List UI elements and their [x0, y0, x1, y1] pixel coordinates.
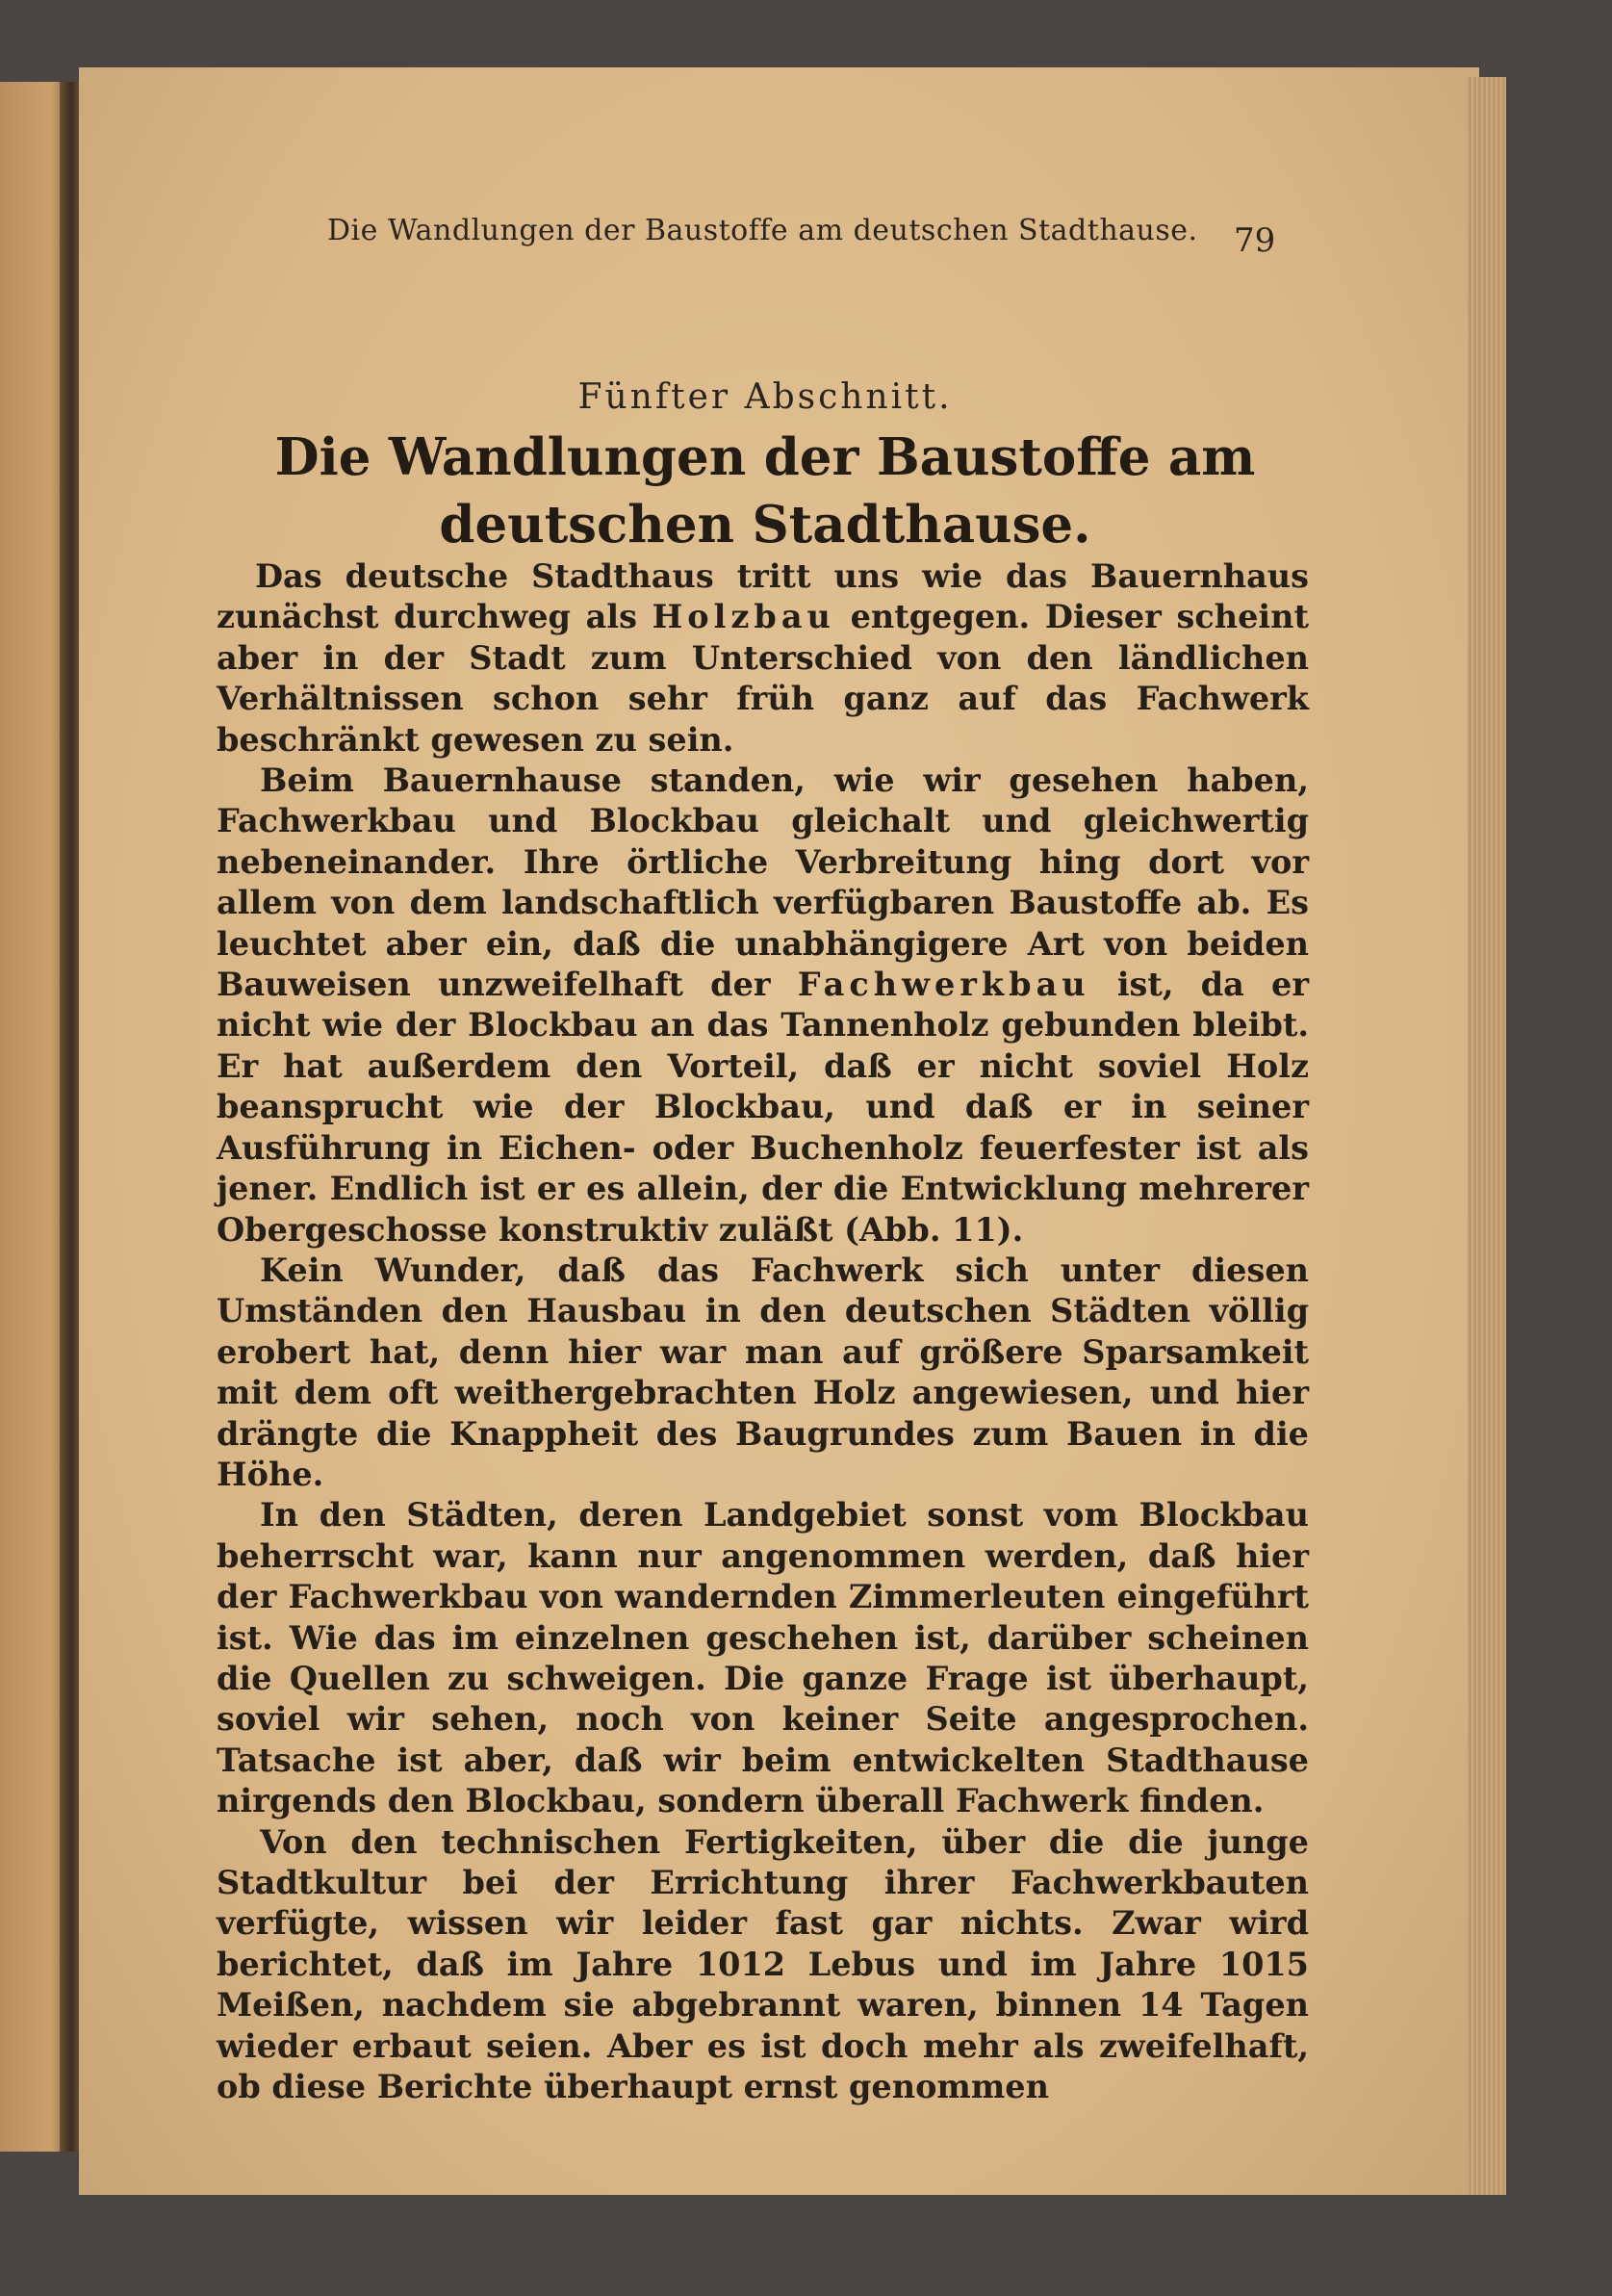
page-number: 79 — [1234, 221, 1276, 260]
emphasis: Holzbau — [652, 598, 835, 636]
paragraph: Kein Wunder, daß das Fachwerk sich unter diesen Umständen den Hausbau in den deutschen Städten völlig erobert hat, denn hier war man auf größere Sparsamkeit mit dem oft weithergebrachten Holz angewiesen, und hier drängte die Knappheit des Baugrundes zum Bauen in die Höhe. — [217, 1251, 1309, 1493]
paragraph: In den Städten, deren Landgebiet sonst vom Blockbau beherrscht war, kann nur angenommen werden, daß hier der Fachwerkbau von wandernden Zimmerleuten eingeführt ist. Wie das im einzelnen geschehen ist, darüber scheinen die Quellen zu schweigen. Die ganze Frage ist überhaupt, soviel wir sehen, noch von keiner Seite angesprochen. Tatsache ist aber, daß wir beim entwickelten Stadthause nirgends den Blockbau, sondern überall Fachwerk finden. — [217, 1496, 1309, 1820]
running-head: Die Wandlungen der Baustoffe am deutschen Stadthause. — [327, 214, 1198, 247]
section-label: Fünfter Abschnitt. — [577, 377, 953, 417]
emphasis: Fachwerkbau — [797, 966, 1090, 1004]
page-stack-edge — [1468, 77, 1506, 2195]
paragraph: Das deutsche Stadthaus tritt uns wie das Bauernhaus zunächst durchweg als Holzbau entgegen. Dieser scheint aber in der Stadt zum Unterschied von den ländlichen Verhältnissen schon sehr früh ganz auf das Fachwerk beschränkt gewesen zu sein. — [217, 557, 1309, 759]
chapter-title: Die Wandlungen der Baustoffe am deutschen Stadthause. — [274, 427, 1256, 555]
body-text — [217, 556, 1309, 2107]
paragraph: Beim Bauernhause standen, wie wir gesehen haben, Fachwerkbau und Blockbau gleichalt und gleichwertig nebeneinander. Ihre örtliche Verbreitung hing dort vor allem von dem landschaftlich verfügbaren Baustoffe ab. Es leuchtet aber ein, daß die unabhängigere Art von beiden Bauweisen unzweifelhaft der Fachwerkbau ist, da er nicht wie der Blockbau an das Tannenholz gebunden bleibt. Er hat außerdem den Vorteil, daß er nicht soviel Holz beansprucht wie der Blockbau, und daß er in seiner Ausführung in Eichen- oder Buchenholz feuerfester ist als jener. Endlich ist er es allein, der die Entwicklung mehrerer Obergeschosse konstruktiv zuläßt (Abb. 11). — [217, 761, 1309, 1249]
paragraph: Von den technischen Fertigkeiten, über die die junge Stadtkultur bei der Errichtung ihrer Fachwerkbauten verfügte, wissen wir leider fast gar nichts. Zwar wird berichtet, daß im Jahre 1012 Lebus und im Jahre 1015 Meißen, nachdem sie abgebrannt waren, binnen 14 Tagen wieder erbaut seien. Aber es ist doch mehr als zweifelhaft, ob diese Berichte überhaupt ernst genommen — [217, 1822, 1309, 2106]
